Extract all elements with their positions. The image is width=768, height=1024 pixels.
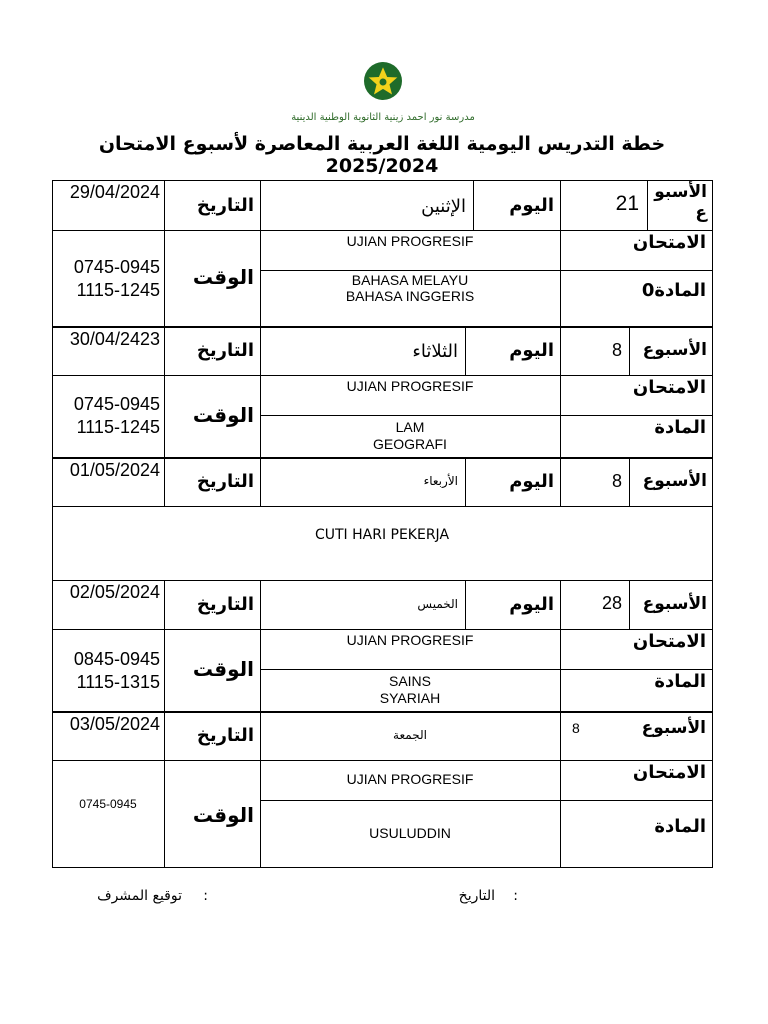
footer-date-label: التاريخ — [458, 888, 495, 904]
date-label: التاريخ — [196, 195, 254, 216]
time-label: الوقت — [192, 403, 254, 427]
day-value: الثلاثاء — [412, 341, 458, 362]
date-label: التاريخ — [196, 471, 254, 492]
exam-value: UJIAN PROGRESIF — [346, 233, 474, 249]
date-colon: : — [513, 888, 518, 904]
day-value: الخميس — [417, 597, 458, 611]
subject-value — [262, 419, 558, 453]
exam-label: الامتحان — [632, 631, 706, 652]
subject-value: USULUDDIN — [369, 825, 451, 841]
day-label: اليوم — [509, 340, 554, 361]
week-label: الأسبوع — [654, 182, 707, 223]
subject-label: المادة — [654, 671, 706, 692]
date-label: التاريخ — [196, 725, 254, 746]
subject-line: SAINS — [388, 673, 431, 689]
time-value — [56, 393, 160, 439]
subject-line: LAM — [395, 419, 425, 435]
subject-line: BAHASA INGGERIS — [345, 288, 475, 304]
signature-colon: : — [203, 888, 208, 904]
time-line: 0745-0945 — [73, 394, 160, 414]
week-value: 8 — [572, 720, 580, 736]
week-label: الأسبوع — [641, 718, 706, 738]
page-title: خطة التدريس اليومية اللغة العربية المعاصرة لأسبوع الامتحان 2025/2024 — [98, 133, 666, 177]
date-value: 29/04/2024 — [69, 182, 160, 202]
date-value: 01/05/2024 — [69, 460, 160, 480]
time-line: 0745-0945 — [73, 257, 160, 277]
exam-value: UJIAN PROGRESIF — [346, 632, 474, 648]
time-value — [56, 256, 160, 302]
time-line: 1115-1315 — [76, 672, 160, 692]
exam-value: UJIAN PROGRESIF — [346, 771, 474, 787]
exam-label: الامتحان — [632, 377, 706, 398]
date-label: التاريخ — [196, 594, 254, 615]
time-value — [56, 648, 160, 694]
exam-value: UJIAN PROGRESIF — [346, 378, 474, 394]
subject-value — [262, 272, 558, 304]
date-label: التاريخ — [196, 340, 254, 361]
subject-line: SYARIAH — [379, 690, 441, 706]
time-label: الوقت — [192, 265, 254, 289]
subject-label: المادة — [654, 816, 706, 837]
time-value: 0745-0945 — [79, 797, 137, 811]
time-line: 1115-1245 — [76, 417, 160, 437]
holiday-notice: CUTI HARI PEKERJA — [314, 527, 450, 543]
week-value: 8 — [611, 340, 622, 360]
day-value: الإثنين — [421, 196, 466, 217]
subject-value — [262, 673, 558, 707]
time-line: 0845-0945 — [73, 649, 160, 669]
week-value: 28 — [601, 593, 622, 613]
date-value: 30/04/2423 — [69, 329, 160, 349]
week-label: الأسبوع — [642, 471, 707, 491]
date-value: 02/05/2024 — [69, 582, 160, 602]
day-label: اليوم — [509, 471, 554, 492]
time-line: 1115-1245 — [76, 280, 160, 300]
day-label: اليوم — [509, 195, 554, 216]
subject-line: BAHASA MELAYU — [351, 272, 469, 288]
time-label: الوقت — [192, 803, 254, 827]
day-value: الجمعة — [393, 728, 427, 742]
day-value: الأربعاء — [423, 474, 458, 488]
supervisor-signature-label: توقيع المشرف — [97, 888, 182, 904]
day-label: اليوم — [509, 594, 554, 615]
time-label: الوقت — [192, 657, 254, 681]
exam-label: الامتحان — [632, 762, 706, 783]
week-value: 8 — [611, 471, 622, 491]
week-label: الأسبوع — [642, 594, 707, 614]
school-name-calligraphy: مدرسة نور احمد زينية الثانوية الوطنية الدينية — [291, 112, 475, 123]
date-value: 03/05/2024 — [69, 714, 160, 734]
week-label: الأسبوع — [642, 340, 707, 360]
week-value: 21 — [615, 192, 639, 215]
subject-label: المادة — [654, 417, 706, 438]
subject-line: GEOGRAFI — [373, 436, 447, 452]
subject-label: المادة0 — [641, 280, 706, 301]
exam-label: الامتحان — [632, 232, 706, 253]
